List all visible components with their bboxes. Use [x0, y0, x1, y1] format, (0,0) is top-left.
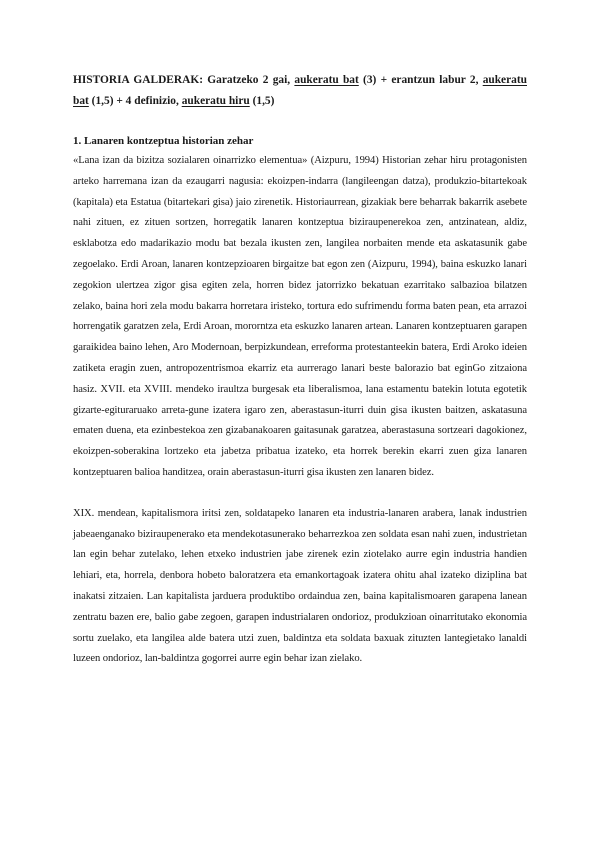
heading-text-1: HISTORIA GALDERAK: Garatzeko 2 gai, — [73, 74, 295, 86]
heading-text-2: (3) + erantzun labur 2, — [358, 74, 483, 86]
exam-instructions-heading — [73, 70, 527, 112]
body-paragraph: XIX. mendean, kapitalismora iritsi zen, soldatapeko lanaren eta industria-lanaren arabera, lanak industrien jabeaenganako biziraupenerako eta mendekotasunerako beharrezkoa zen soldata esan nahi zuen, industrietan lan egin behar zutelako, lehen etxeko industrien jabe zirenek ezin ziotelako aurre egin industria handien lehiari, eta, horrela, denbora hobeto baloratzera eta emankortagoak izatera ohitu ahal izateko diziplina bat inakatsi zitzaien. Lan kapitalista jarduera produktibo ordaindua zen, baina kapitalismoaren garapena lanean zentratu bazen ere, balio gabe zegoen, garapen industrialaren ondorioz, produkzioan oinarritutako ekonomia sortu zuelako, eta langilea alde batera utzi zuen, baldintza eta soldata baxuak zituzten lantegietako lanaldi luzeen ondorioz, lan-baldintza gogorrei aurre egin behar izan zielako. — [73, 507, 527, 665]
section-title: 1. Lanaren kontzeptua historian zehar — [73, 135, 254, 147]
document-page — [73, 70, 527, 670]
heading-text-3: (1,5) + 4 definizio, — [88, 95, 182, 107]
heading-underlined-1: aukeratu bat — [294, 74, 359, 86]
heading-underlined-2: aukeratu bat — [73, 74, 527, 107]
body-paragraph: «Lana izan da bizitza sozialaren oinarrizko elementua» (Aizpuru, 1994) Historian zehar hiru protagonisten arteko harremana izan da ezaugarri nagusia: ekoizpen-indarra (langileengan datza), produkzio-bitartekoak (kapitala) eta Estatua (bitartekari gisa) jaio zirenetik. Historiaurrean, gizakiak bere beharrak bakarrik asebete nahi zituen, ez zituen sortzen, horregatik lanaren kontzeptua biziraupenerekoa zen, antzinatean, aldiz, esklabotza edo madarikazio modu bat bezala ikusten zen, langilea norbaiten mende eta askatasunik gabe zegoelako. Erdi Aroan, lanaren kontzepzioaren birgaitze bat egon zen (Aizpuru, 1994), baina eskuzko lanari zegokion ulertzea zigor gisa egiten zela, horren bidez jatorrizko bekatuan ezarritako salbazioa bilatzen zelako, baina hori zela modu bakarra horretara iristeko, tortura edo sufrimendu forma baten pean, eta arrazoi horrengatik garatzen zela, Erdi Aroan, mororntza eta eskuzko lanaren artean. Lanaren kontzeptuaren garapen garaikidea baino lehen, Aro Modernoan, berpizkundean, erreforma protestanteekin batera, Erdi Aroko ideien zatiketa eragin zuen, antropozentrismoa ekarriz eta aurrerago lanari beste balorazio bat eginGo zitzaiona hasiz. XVII. eta XVIII. mendeko iraultza burgesak eta liberalismoa, lana estamentu batekin lotuta egotetik gizarte-egituraruako arreta-gune izatera igaro zen, aberastasun-iturri duin gisa ikusten baitzen, askatasuna ematen duena, eta ezinbestekoa zen gizabanakoaren gaitasunak garatzea, aberastasuna sortzeari dagokionez, ekoizpen-soberakina lortzeko eta jabetza pribatua izateko, eta horrek berekin ekarri zuen giza lanaren kontzeptuaren balioa handitzea, orain aberastasun-iturri gisa ikusten zen lanaren bidez. — [73, 155, 527, 478]
heading-underlined-3: aukeratu hiru — [181, 95, 250, 107]
heading-text-4: (1,5) — [249, 95, 275, 107]
